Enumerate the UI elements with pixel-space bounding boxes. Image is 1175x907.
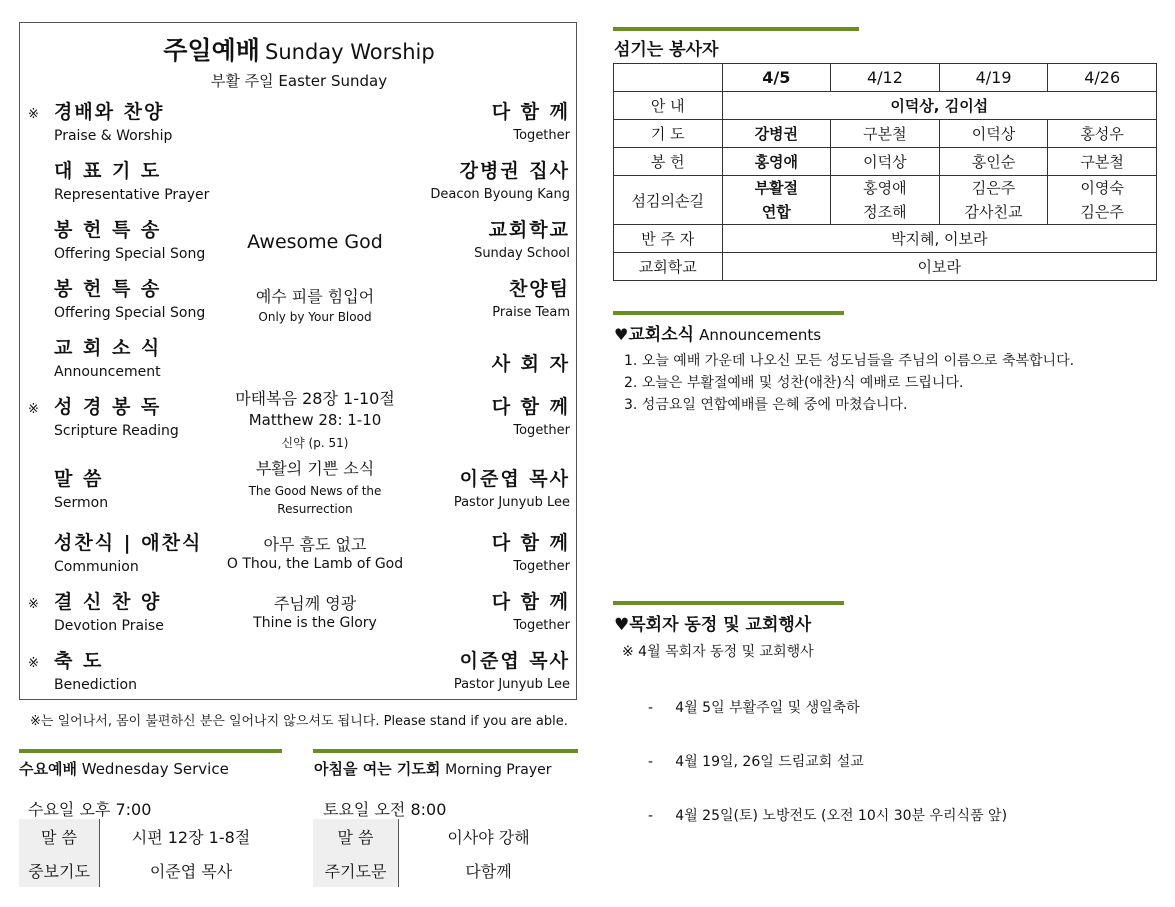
table-row xyxy=(614,120,1157,148)
item-leader-en: Together xyxy=(513,618,570,633)
table-row xyxy=(614,92,1157,120)
wednesday-label-sermon: 말 씀 xyxy=(19,819,100,853)
item-leader-ko: 강병권 집사 xyxy=(459,160,570,182)
item-leader-en: Pastor Junyub Lee xyxy=(453,677,570,692)
table-row xyxy=(614,253,1157,281)
hands-cell xyxy=(831,176,940,225)
item-detail-3: Resurrection xyxy=(277,502,353,516)
item-leader-en: Together xyxy=(513,423,570,438)
offering-cell: 홍인순 xyxy=(939,148,1048,176)
worship-row xyxy=(20,274,578,334)
pastor-subtitle: ※ 4월 목회자 동정 및 교회행사 xyxy=(622,644,814,660)
row-label-school: 교회학교 xyxy=(614,253,723,281)
item-leader-ko: 다 함 께 xyxy=(491,101,570,123)
table-row xyxy=(313,853,578,887)
header-blank xyxy=(614,64,723,92)
hands-line: 감사친교 xyxy=(964,203,1023,221)
pastor-accent-bar xyxy=(613,601,844,605)
wednesday-title-en: Wednesday Service xyxy=(81,760,229,778)
item-leader-ko: 찬양팀 xyxy=(508,278,570,300)
item-title-ko: 봉 헌 특 송 xyxy=(54,278,162,300)
table-row xyxy=(313,819,578,853)
list-item: - 4월 25일(토) 노방전도 (오전 10시 30분 우리식품 앞) xyxy=(648,808,1008,824)
item-title-ko: 결 신 찬 양 xyxy=(54,591,162,613)
item-title-en: Representative Prayer xyxy=(54,187,210,203)
worship-title-en: Sunday Worship xyxy=(265,40,435,64)
item-leader-ko: 다 함 께 xyxy=(491,396,570,418)
pastor-title xyxy=(614,610,811,635)
row-label-hands: 섬김의손길 xyxy=(614,176,723,225)
hands-line: 연합 xyxy=(761,203,791,221)
item-title-en: Offering Special Song xyxy=(54,246,206,262)
announcements-list xyxy=(624,350,1074,416)
item-leader-ko: 이준엽 목사 xyxy=(459,650,570,672)
worship-title-ko: 주일예배 xyxy=(163,36,260,65)
item-detail-1: 마태복음 28장 1-10절 xyxy=(235,389,395,408)
item-detail-2: Only by Your Blood xyxy=(258,310,372,324)
stand-mark: ※ xyxy=(28,107,39,122)
school-names: 이보라 xyxy=(722,253,1156,281)
wednesday-value-prayer: 이준엽 목사 xyxy=(149,861,233,881)
wednesday-label-prayer: 중보기도 xyxy=(19,853,100,887)
item-title-ko: 성찬식 | 애찬식 xyxy=(54,532,203,554)
list-item: - 4월 5일 부활주일 및 생일축하 xyxy=(648,700,860,716)
morning-time: 토요일 오전 8:00 xyxy=(323,800,447,819)
date-header: 4/19 xyxy=(939,64,1048,92)
heart-icon: ♥ xyxy=(614,325,629,344)
item-title-ko: 성 경 봉 독 xyxy=(54,396,162,418)
item-detail-2: O Thou, the Lamb of God xyxy=(226,556,404,572)
wednesday-accent-bar xyxy=(19,749,282,753)
item-leader-ko: 사 회 자 xyxy=(491,353,570,375)
item-title-ko: 봉 헌 특 송 xyxy=(54,219,162,241)
prayer-cell: 구본철 xyxy=(831,120,940,148)
table-row xyxy=(614,225,1157,253)
morning-value-lords-prayer: 다함께 xyxy=(465,861,512,881)
list-item: 1. 오늘 예배 가운데 나오신 모든 성도님들을 주님의 이름으로 축복합니다. xyxy=(624,353,1075,369)
offering-cell: 홍영애 xyxy=(722,148,831,176)
item-detail-2: Thine is the Glory xyxy=(253,615,377,631)
date-header: 4/12 xyxy=(831,64,940,92)
pastor-title-text: 목회자 동정 및 교회행사 xyxy=(629,615,812,635)
hands-line: 정조해 xyxy=(863,203,907,221)
item-leader-en: Deacon Byoung Kang xyxy=(430,187,570,202)
item-detail-1: 부활의 기쁜 소식 xyxy=(255,459,375,478)
list-item: 2. 오늘은 부활절예배 및 성찬(애찬)식 예배로 드립니다. xyxy=(624,375,964,391)
table-row xyxy=(19,819,282,853)
hands-line: 부활절 xyxy=(754,179,799,197)
item-title-en: Offering Special Song xyxy=(54,305,206,321)
item-leader-en: Praise Team xyxy=(492,305,570,320)
item-title-en: Praise & Worship xyxy=(54,128,173,144)
item-leader-ko: 교회학교 xyxy=(488,219,570,241)
stand-mark: ※ xyxy=(28,597,39,612)
announcements-title-en: Announcements xyxy=(699,326,822,344)
item-detail-2: The Good News of the xyxy=(248,484,382,498)
item-detail-1: 주님께 영광 xyxy=(273,594,357,613)
date-header: 4/26 xyxy=(1048,64,1157,92)
wednesday-title-ko: 수요예배 xyxy=(19,760,77,778)
item-title-en: Communion xyxy=(54,559,139,575)
item-leader-en: Sunday School xyxy=(474,246,570,261)
item-leader-en: Pastor Junyub Lee xyxy=(453,495,570,510)
item-leader-ko: 다 함 께 xyxy=(491,532,570,554)
wednesday-time: 수요일 오후 7:00 xyxy=(28,800,152,819)
item-title-ko: 교 회 소 식 xyxy=(54,337,162,359)
item-detail-2: Matthew 28: 1-10 xyxy=(248,411,382,429)
item-title-ko: 경배와 찬양 xyxy=(54,101,165,123)
announcements-title-ko: 교회소식 xyxy=(628,325,695,345)
item-leader-en: Together xyxy=(513,559,570,574)
table-row xyxy=(614,176,1157,225)
hands-line: 김은주 xyxy=(1080,203,1124,221)
worship-row xyxy=(20,156,578,216)
servants-accent-bar xyxy=(613,27,859,31)
stand-mark: ※ xyxy=(28,402,39,417)
item-title-en: Sermon xyxy=(54,495,109,511)
list-item: 3. 성금요일 연합예배를 은혜 중에 마쳤습니다. xyxy=(624,397,908,413)
row-label-offering: 봉 헌 xyxy=(614,148,723,176)
worship-subtitle: 부활 주일 Easter Sunday xyxy=(210,72,388,90)
morning-title-en: Morning Prayer xyxy=(445,762,552,778)
item-detail-1: 예수 피를 힘입어 xyxy=(255,287,375,306)
sunday-worship-order xyxy=(19,22,577,700)
hands-cell xyxy=(722,176,831,225)
stand-mark: ※ xyxy=(28,656,39,671)
morning-title-ko: 아침을 여는 기도회 xyxy=(314,760,441,778)
worship-row xyxy=(20,215,578,275)
accompanist-names: 박지혜, 이보라 xyxy=(722,225,1156,253)
hands-line: 김은주 xyxy=(971,179,1016,197)
item-detail-1: 아무 흠도 없고 xyxy=(263,535,367,554)
morning-accent-bar xyxy=(313,749,578,753)
item-leader-ko: 이준엽 목사 xyxy=(459,468,570,490)
date-header: 4/5 xyxy=(722,64,831,92)
row-label-accompanist: 반 주 자 xyxy=(614,225,723,253)
list-item: - 4월 19일, 26일 드림교회 설교 xyxy=(648,754,864,770)
item-title-en: Benediction xyxy=(54,677,137,693)
standing-note: ※는 일어나서, 몸이 불편하신 분은 일어나지 않으셔도 됩니다. Please stand if you are able. xyxy=(30,714,568,729)
wednesday-value-sermon: 시편 12장 1-8절 xyxy=(131,827,251,847)
worship-row xyxy=(20,459,578,524)
worship-row xyxy=(20,587,578,647)
item-detail-3: 신약 (p. 51) xyxy=(281,436,349,450)
item-detail-1: Awesome God xyxy=(247,231,383,253)
worship-row xyxy=(20,528,578,588)
item-title-ko: 축 도 xyxy=(54,650,104,672)
hands-line: 홍영애 xyxy=(863,179,907,197)
hands-line: 이영숙 xyxy=(1080,179,1124,197)
item-title-en: Scripture Reading xyxy=(54,423,179,439)
prayer-cell: 홍성우 xyxy=(1048,120,1157,148)
prayer-cell: 이덕상 xyxy=(939,120,1048,148)
item-title-en: Devotion Praise xyxy=(54,618,164,634)
pastor-list xyxy=(648,665,1007,843)
morning-title xyxy=(314,758,551,779)
heart-icon: ♥ xyxy=(614,615,630,635)
table-row xyxy=(19,853,282,887)
table-row xyxy=(614,148,1157,176)
morning-label-sermon: 말 씀 xyxy=(313,819,399,853)
servants-title: 섬기는 봉사자 xyxy=(614,40,719,60)
item-title-ko: 대 표 기 도 xyxy=(54,160,162,182)
item-leader-en: Together xyxy=(513,128,570,143)
worship-row xyxy=(20,646,578,706)
usher-names: 이덕상, 김이섭 xyxy=(722,92,1156,120)
offering-cell: 이덕상 xyxy=(831,148,940,176)
worship-row xyxy=(20,333,578,393)
hands-cell xyxy=(1048,176,1157,225)
item-title-ko: 말 씀 xyxy=(54,468,104,490)
morning-value-sermon: 이사야 강해 xyxy=(447,827,530,847)
item-leader-ko: 다 함 께 xyxy=(491,591,570,613)
servants-table xyxy=(613,63,1157,281)
row-label-usher: 안 내 xyxy=(614,92,723,120)
prayer-cell: 강병권 xyxy=(722,120,831,148)
item-title-en: Announcement xyxy=(54,364,161,380)
morning-label-lords-prayer: 주기도문 xyxy=(313,853,399,887)
worship-row xyxy=(20,97,578,157)
wednesday-table xyxy=(19,819,282,887)
table-row xyxy=(614,64,1157,92)
morning-table xyxy=(313,819,578,887)
hands-cell xyxy=(939,176,1048,225)
wednesday-title xyxy=(19,758,229,779)
announcements-title xyxy=(614,320,821,345)
announcements-accent-bar xyxy=(613,311,844,315)
worship-title xyxy=(20,31,578,67)
worship-row xyxy=(20,389,578,452)
offering-cell: 구본철 xyxy=(1048,148,1157,176)
row-label-prayer: 기 도 xyxy=(614,120,723,148)
